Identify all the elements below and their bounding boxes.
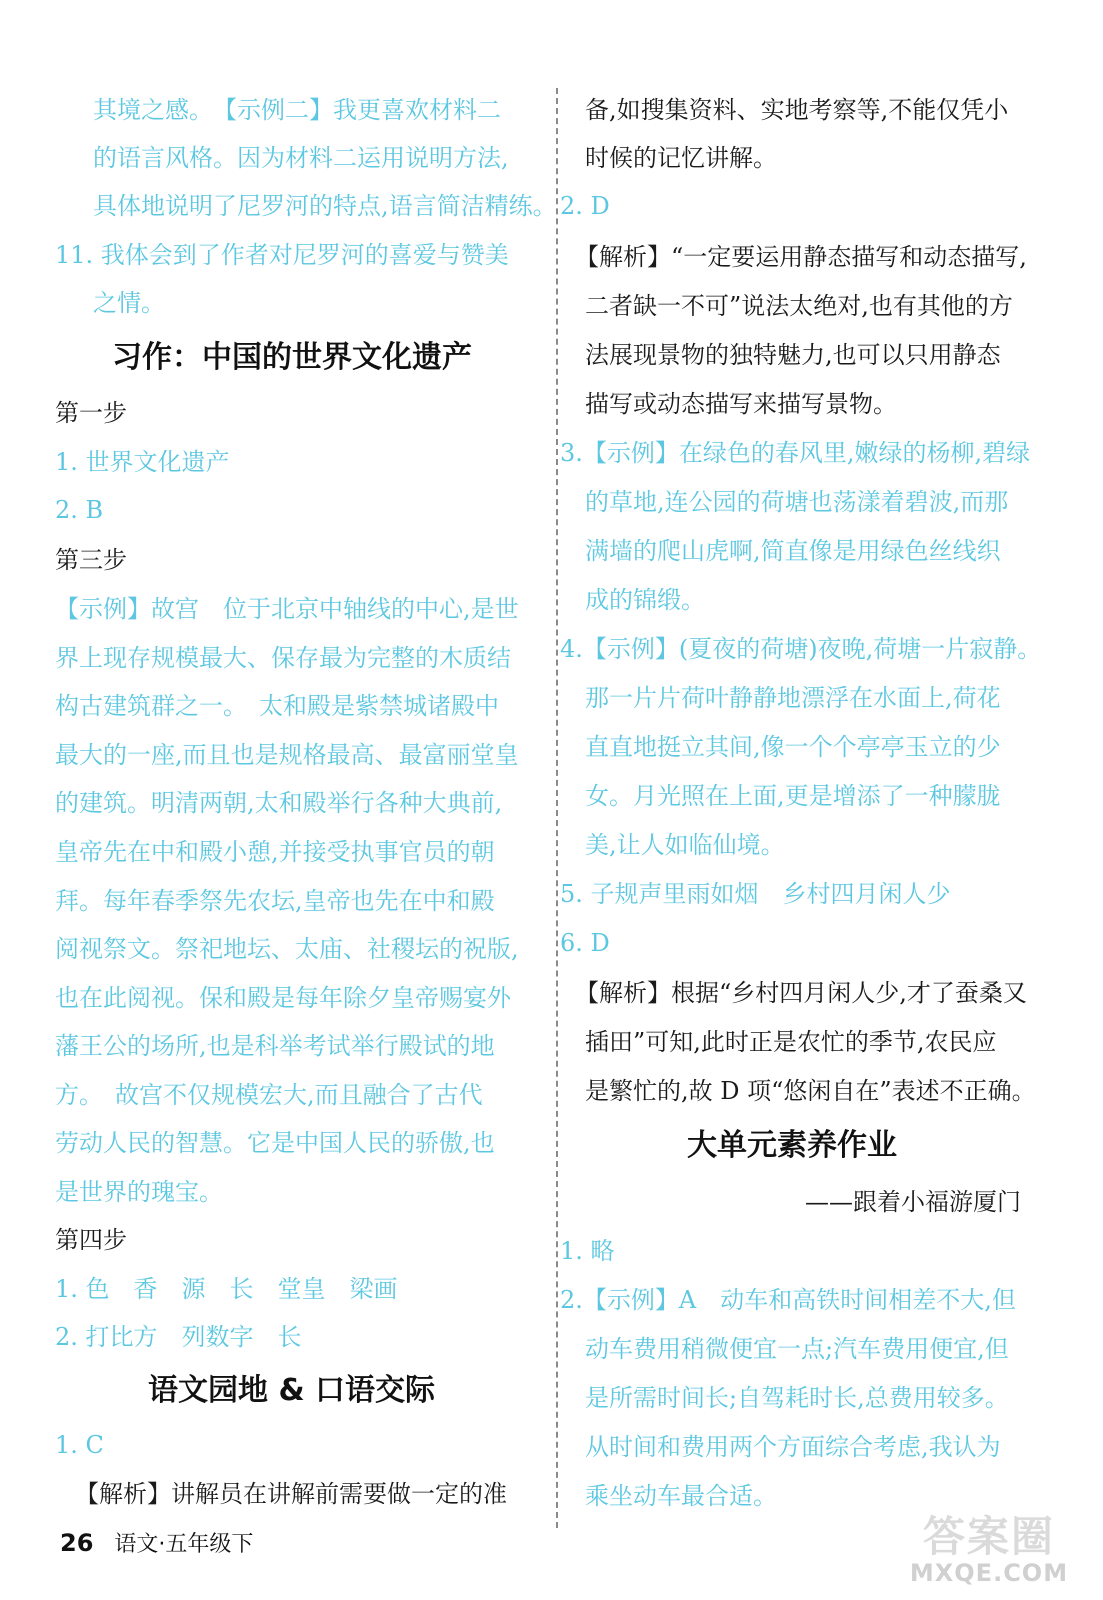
- answer-line: 最大的一座,而且也是规格最高、最富丽堂皇: [55, 741, 519, 769]
- answer-line: 劳动人民的智慧。它是中国人民的骄傲,也: [55, 1129, 495, 1157]
- page-footer: [60, 1527, 253, 1558]
- answer-line: 4.【示例】(夏夜的荷塘)夜晚,荷塘一片寂静。: [560, 635, 1042, 663]
- answer-line: 2. 打比方 列数字 长: [55, 1323, 302, 1351]
- answer-line: 1. 略: [560, 1237, 615, 1265]
- answer-line: 具体地说明了尼罗河的特点,语言简洁精练。: [93, 192, 557, 220]
- watermark-text: 答案圈: [922, 1512, 1055, 1561]
- answer-line: 第四步: [55, 1226, 127, 1254]
- answer-line: 阅视祭文。祭祀地坛、太庙、社稷坛的祝版,: [55, 935, 519, 963]
- answer-line: 皇帝先在中和殿小憩,并接受执事官员的朝: [55, 838, 495, 866]
- answer-line: 描写或动态描写来描写景物。: [585, 390, 897, 418]
- answer-line: 乘坐动车最合适。: [585, 1482, 777, 1510]
- answer-line: 二者缺一不可”说法太绝对,也有其他的方: [585, 292, 1013, 320]
- answer-line: 的建筑。明清两朝,太和殿举行各种大典前,: [55, 789, 503, 817]
- answer-line: 1. 世界文化遗产: [55, 448, 230, 476]
- answer-line: 插田”可知,此时正是农忙的季节,农民应: [585, 1028, 997, 1056]
- answer-line: 其境之感。 【示例二】我更喜欢材料二: [93, 96, 501, 124]
- answer-line: 藩王公的场所,也是科举考试举行殿试的地: [55, 1032, 495, 1060]
- answer-line: 成的锦缎。: [585, 586, 705, 614]
- section-heading: 习作：中国的世界文化遗产: [112, 340, 472, 375]
- answer-line: 第一步: [55, 399, 127, 427]
- section-heading: 语文园地 & 口语交际: [148, 1373, 436, 1408]
- section-heading: 大单元素养作业: [687, 1128, 897, 1163]
- answer-line: 【示例】故宫 位于北京中轴线的中心,是世: [55, 595, 519, 623]
- answer-line: 5. 子规声里雨如烟 乡村四月闲人少: [560, 880, 951, 908]
- answer-line: 之情。: [93, 289, 165, 317]
- answer-line: 6. D: [560, 929, 610, 957]
- column-divider: [556, 88, 558, 1528]
- answer-line: 时候的记忆讲解。: [585, 144, 777, 172]
- answer-line: 2. D: [560, 192, 610, 220]
- answer-line: ——跟着小福游厦门: [805, 1188, 1021, 1216]
- answer-line: 拜。每年春季祭先农坛,皇帝也先在中和殿: [55, 887, 495, 915]
- answer-line: 【解析】“一定要运用静态描写和动态描写,: [575, 243, 1027, 271]
- answer-line: 的语言风格。因为材料二运用说明方法,: [93, 144, 509, 172]
- answer-line: 界上现存规模最大、保存最为完整的木质结: [55, 644, 511, 672]
- answer-line: 11. 我体会到了作者对尼罗河的喜爱与赞美: [55, 241, 509, 269]
- answer-line: 也在此阅视。保和殿是每年除夕皇帝赐宴外: [55, 984, 511, 1012]
- answer-line: 2. B: [55, 496, 104, 524]
- answer-line: 【解析】根据“乡村四月闲人少,才了蚕桑又: [575, 979, 1027, 1007]
- answer-line: 直直地挺立其间,像一个个亭亭玉立的少: [585, 733, 1001, 761]
- answer-line: 女。月光照在上面,更是增添了一种朦胧: [585, 782, 1001, 810]
- answer-line: 的草地,连公园的荷塘也荡漾着碧波,而那: [585, 488, 1009, 516]
- watermark-url: MXQE.COM: [909, 1559, 1069, 1587]
- answer-line: 构古建筑群之一。 太和殿是紫禁城诸殿中: [55, 692, 499, 720]
- answer-line: 第三步: [55, 546, 127, 574]
- answer-line: 满墙的爬山虎啊,简直像是用绿色丝线织: [585, 537, 1001, 565]
- answer-line: 从时间和费用两个方面综合考虑,我认为: [585, 1433, 1001, 1461]
- answer-line: 1. 色 香 源 长 堂皇 梁画: [55, 1275, 398, 1303]
- answer-line: 那一片片荷叶静静地漂浮在水面上,荷花: [585, 684, 1001, 712]
- answer-line: 美,让人如临仙境。: [585, 831, 785, 859]
- answer-line: 是繁忙的,故 D 项“悠闲自在”表述不正确。: [585, 1077, 1036, 1105]
- answer-line: 法展现景物的独特魅力,也可以只用静态: [585, 341, 1001, 369]
- answer-line: 动车费用稍微便宜一点;汽车费用便宜,但: [585, 1335, 1009, 1363]
- answer-line: 是所需时间长;自驾耗时长,总费用较多。: [585, 1384, 1009, 1412]
- answer-line: 1. C: [55, 1431, 104, 1459]
- answer-line: 3.【示例】在绿色的春风里,嫩绿的杨柳,碧绿: [560, 439, 1031, 467]
- answer-line: 【解析】讲解员在讲解前需要做一定的准: [75, 1480, 507, 1508]
- subject-grade-label: 语文·五年级下: [114, 1532, 254, 1557]
- answer-line: 2.【示例】A 动车和高铁时间相差不大,但: [560, 1286, 1016, 1314]
- answer-line: 方。 故宫不仅规模宏大,而且融合了古代: [55, 1081, 483, 1109]
- watermark-logo: [889, 1514, 1089, 1594]
- answer-line: 是世界的瑰宝。: [55, 1178, 223, 1206]
- page-number: 26: [60, 1529, 94, 1557]
- answer-line: 备,如搜集资料、实地考察等,不能仅凭小: [585, 96, 1009, 124]
